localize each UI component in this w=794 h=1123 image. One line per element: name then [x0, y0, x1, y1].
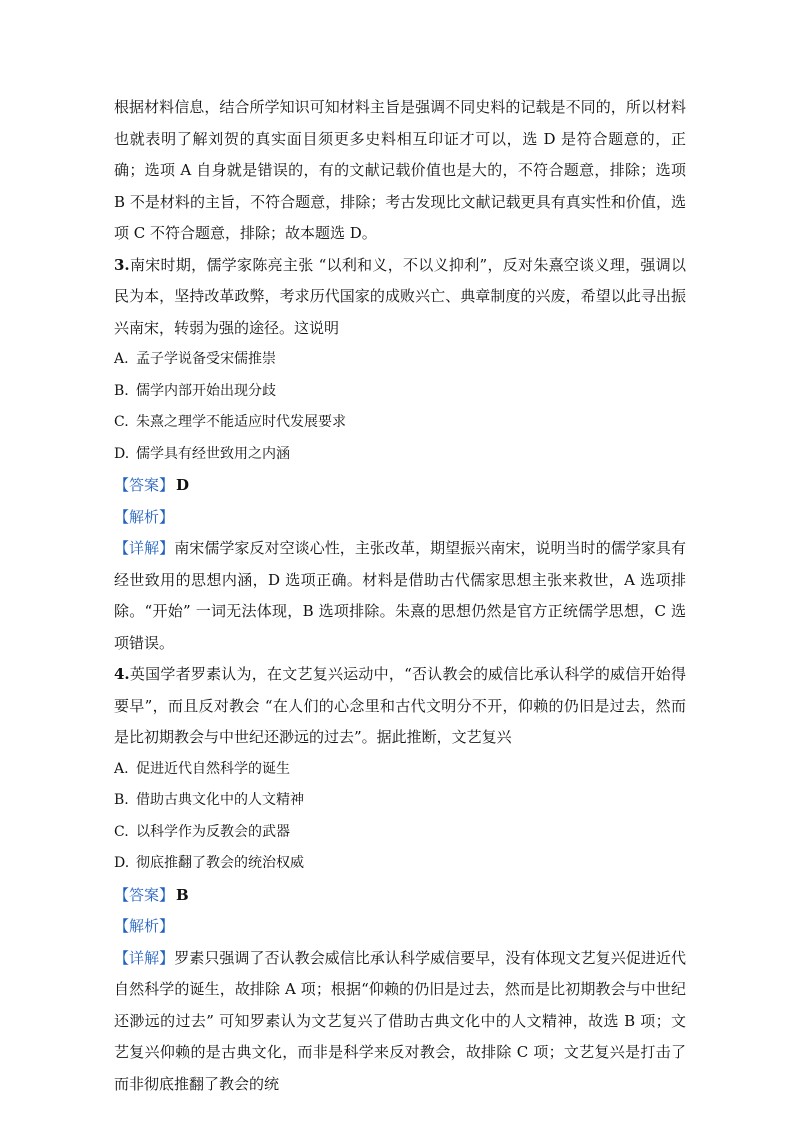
question-4	[114, 659, 686, 1100]
question-text: 英国学者罗素认为，在文艺复兴运动中，“否认教会的威信比承认科学的威信开始得要早”，而且反对教会 “在人们的心念里和古代文明分不开，仰赖的仍旧是过去，然而是比初期教会与中世纪还渺远的过去”。据此推断，文艺复兴	[114, 665, 686, 746]
option-d: D. 彻底推翻了教会的统治权威	[114, 855, 304, 871]
document-page	[114, 92, 686, 1100]
answer-tag: 【答案】	[114, 476, 175, 494]
analysis-tag: 【解析】	[114, 507, 175, 526]
detail-text: 南宋儒学家反对空谈心性，主张改革，期望振兴南宋，说明当时的儒学家具有经世致用的思想内涵，D 选项正确。材料是借助古代儒家思想主张来救世，A 选项排除。“开始” 一词无法体现，B 选项排除。朱熹的思想仍然是官方正统儒学思想，C 选项错误。	[114, 539, 686, 652]
question-3	[114, 250, 686, 660]
question-number: 4.	[114, 665, 130, 683]
analysis-line	[114, 502, 686, 534]
option-c: C. 以科学作为反教会的武器	[114, 823, 290, 840]
detail-paragraph	[114, 943, 686, 1101]
answer-tag: 【答案】	[114, 885, 175, 904]
detail-tag: 【详解】	[114, 539, 175, 557]
option-b: B. 借助古典文化中的人文精神	[114, 792, 304, 808]
answer-value: D	[176, 476, 190, 494]
analysis-continuation: 根据材料信息，结合所学知识可知材料主旨是强调不同史料的记载是不同的，所以材料也就表明了解刘贺的真实面目须更多史料相互印证才可以，选 D 是符合题意的，正确；选项 A 自身就是错误的，有的文献记载价值也是大的，不符合题意，排除；选项 B 不是材料的主旨，不符合题意，排除；考古发现比文献记载更具有真实性和价值，选项 C 不符合题意，排除；故本题选 D。	[114, 98, 686, 242]
analysis-line	[114, 911, 686, 943]
option-d: D. 儒学具有经世致用之内涵	[114, 445, 290, 462]
question-stem	[114, 659, 686, 754]
answer-line	[114, 880, 686, 912]
question-number: 3.	[114, 255, 130, 274]
question-text: 南宋时期，儒学家陈亮主张 “以利和义，不以义抑利”，反对朱熹空谈义理，强调以民为本，坚持改革政弊，考求历代国家的成败兴亡、典章制度的兴废，希望以此寻出振兴南宋，转弱为强的途径。这说明	[114, 255, 686, 337]
option-c: C. 朱熹之理学不能适应时代发展要求	[114, 414, 346, 430]
detail-text: 罗素只强调了否认教会威信比承认科学威信要早，没有体现文艺复兴促进近代自然科学的诞生，故排除 A 项；根据“仰赖的仍旧是过去，然而是比初期教会与中世纪还渺远的过去” 可知罗素认为文艺复兴了借助古典文化中的人文精神，故选 B 项；文艺复兴仰赖的是古典文化，而非是科学来反对教会，故排除 C 项；文艺复兴是打击了而非彻底推翻了教会的统	[114, 948, 686, 1093]
answer-line	[114, 470, 686, 502]
detail-paragraph	[114, 533, 686, 659]
answer-value: B	[176, 885, 189, 904]
question-stem	[114, 250, 686, 345]
analysis-tag: 【解析】	[114, 917, 175, 935]
option-a: A. 孟子学说备受宋儒推崇	[114, 351, 276, 367]
option-a: A. 促进近代自然科学的诞生	[114, 760, 290, 777]
detail-tag: 【详解】	[114, 948, 175, 967]
option-b: B. 儒学内部开始出现分歧	[114, 382, 276, 399]
